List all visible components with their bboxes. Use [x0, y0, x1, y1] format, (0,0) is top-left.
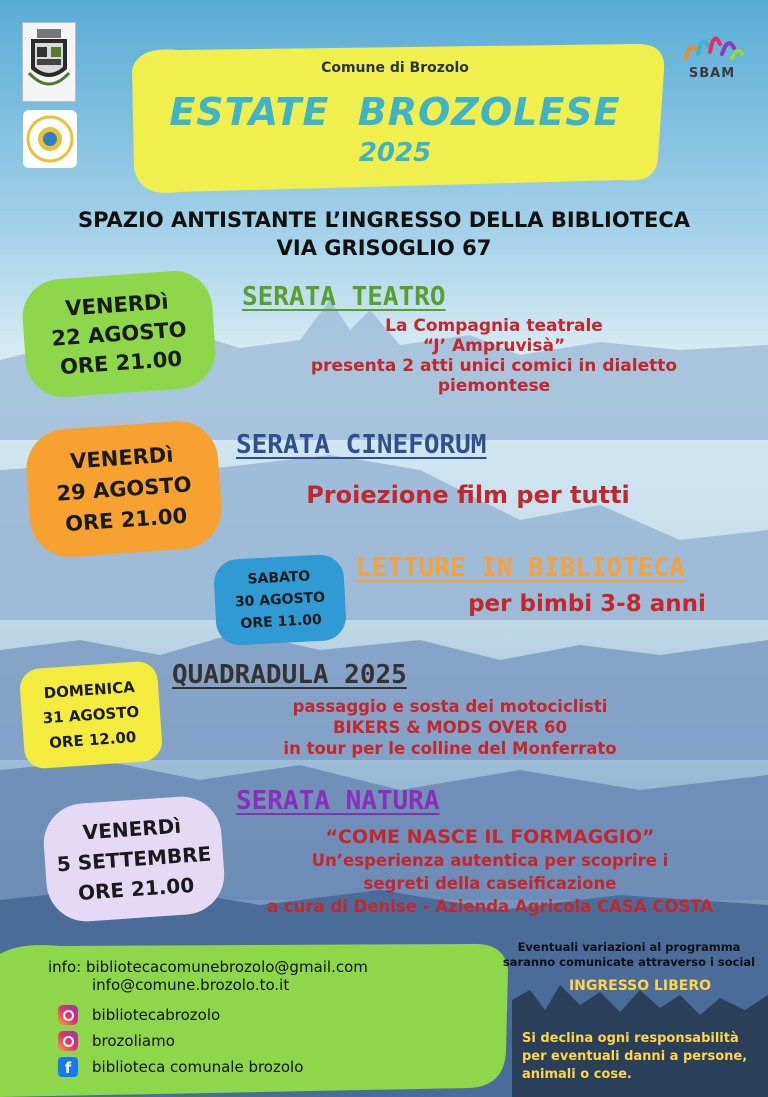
badge-date: 29 AGOSTO — [55, 471, 193, 506]
description-line: passaggio e sosta dei motociclisti — [292, 697, 608, 716]
event-title: QUADRADULA 2025 — [172, 660, 407, 690]
event-title: SERATA CINEFORUM — [236, 430, 487, 460]
venue-address — [20, 206, 748, 262]
facebook-icon: f — [58, 1057, 78, 1077]
event-date-badge — [20, 269, 218, 400]
event-series-title: ESTATE BROZOLESE — [169, 90, 621, 134]
description-line: a cura di Denise - Azienda Agricola CASA COSTA — [267, 897, 713, 916]
event-date-badge — [41, 794, 227, 924]
event-description — [240, 480, 696, 510]
venue-line-1: SPAZIO ANTISTANTE L’INGRESSO DELLA BIBLIOTECA — [77, 208, 691, 232]
description-line: “J’ Ampruvisà” — [422, 336, 566, 356]
description-line: segreti della caseificazione — [363, 874, 617, 893]
event-title: LETTURE IN BIBLIOTECA — [356, 553, 685, 583]
coat-of-arms-logo — [22, 22, 76, 102]
description-line: “COME NASCE IL FORMAGGIO” — [325, 826, 655, 848]
badge-day: VENERDì — [64, 288, 170, 321]
description-line: La Compagnia teatrale — [385, 316, 603, 336]
badge-date: 22 AGOSTO — [50, 316, 188, 351]
badge-time: ORE 21.00 — [77, 872, 195, 905]
badge-date: 5 SETTEMBRE — [56, 841, 212, 877]
social-label: brozoliamo — [92, 1032, 175, 1050]
schedule-change-notice: Eventuali variazioni al programma saranno comunicate attraverso i social — [502, 940, 756, 969]
social-link-instagram[interactable] — [58, 1028, 498, 1054]
badge-time: ORE 12.00 — [48, 727, 137, 752]
comune-name: Comune di Brozolo — [321, 60, 469, 76]
description-line: per bimbi 3-8 anni — [468, 591, 706, 617]
badge-day: SABATO — [247, 568, 311, 588]
instagram-icon — [58, 1005, 78, 1025]
event-date-badge — [24, 418, 224, 559]
event-description — [240, 316, 748, 396]
badge-day: DOMENICA — [43, 677, 136, 702]
contact-email-1: info: bibliotecacomunebrozolo@gmail.com — [48, 958, 368, 976]
description-line: Proiezione film per tutti — [306, 481, 630, 509]
event-date-badge — [213, 554, 347, 647]
instagram-icon — [58, 1031, 78, 1051]
venue-line-2: VIA GRISOGLIO 67 — [276, 236, 492, 260]
badge-day: VENERDì — [81, 813, 182, 845]
social-links — [58, 1002, 498, 1080]
social-label: biblioteca comunale brozolo — [92, 1058, 304, 1076]
description-line: BIKERS & MODS OVER 60 — [332, 718, 568, 737]
sbam-logo-text: SBAM — [688, 66, 736, 81]
event-description — [230, 696, 670, 759]
badge-time: ORE 21.00 — [64, 503, 188, 536]
description-line: Un’esperienza autentica per scoprire i — [311, 851, 669, 870]
social-link-facebook[interactable] — [58, 1054, 498, 1080]
free-entry-label: INGRESSO LIBERO — [568, 978, 712, 994]
sbam-logo — [676, 28, 748, 88]
event-title: SERATA NATURA — [236, 786, 440, 816]
badge-date: 31 AGOSTO — [42, 702, 140, 727]
badge-time: ORE 21.00 — [59, 346, 183, 379]
event-date-badge — [19, 660, 164, 769]
badge-day: VENERDì — [69, 442, 175, 474]
event-description — [228, 826, 752, 918]
badge-time: ORE 11.00 — [240, 611, 323, 633]
social-link-instagram[interactable] — [58, 1002, 498, 1028]
distretti-commercio-seal-logo — [23, 110, 77, 168]
disclaimer: Si declina ogni responsabilità per eventuali danni a persone, animali o cose. — [522, 1031, 748, 1082]
description-line: in tour per le colline del Monferrato — [283, 739, 617, 758]
contact-email-2: info@comune.brozolo.to.it — [92, 976, 290, 994]
description-line: piemontese — [437, 376, 551, 396]
event-title: SERATA TEATRO — [242, 282, 446, 312]
event-series-year: 2025 — [358, 138, 432, 168]
social-label: bibliotecabrozolo — [92, 1006, 221, 1024]
event-description — [432, 590, 742, 618]
description-line: presenta 2 atti unici comici in dialetto — [310, 356, 678, 376]
contact-info — [48, 958, 508, 994]
badge-date: 30 AGOSTO — [234, 589, 326, 611]
